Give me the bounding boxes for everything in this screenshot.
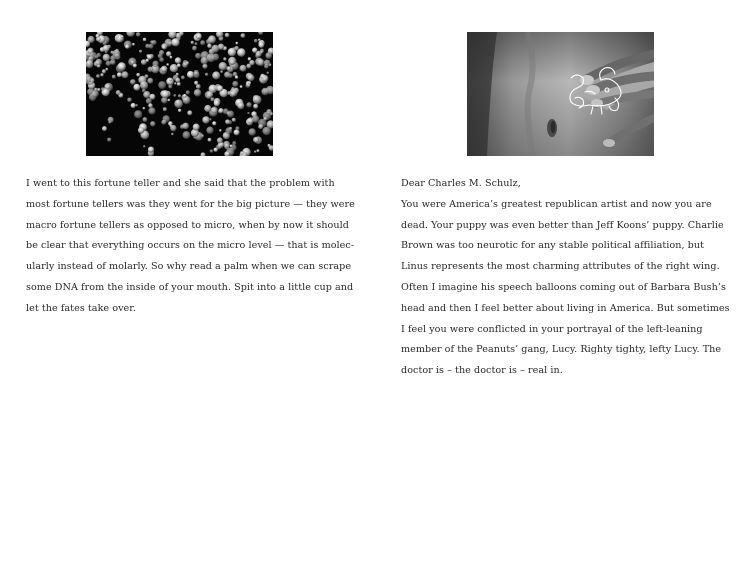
letter-line: Linus represents the most charming attributes of the right wing. [401,261,720,273]
letter-line: Brown was too neurotic for any stable political affiliation, but [401,240,705,252]
fortune-teller-line: macro fortune tellers as opposed to micro, when by now it should [26,219,349,231]
fortune-teller-line: ularly instead of molarly. So why read a palm when we can scrape [26,261,352,273]
fortune-teller-line: let the fates take over. [26,302,136,314]
letter-line: dead. Your puppy was even better than Jeff Koons’ puppy. Charlie [401,219,724,231]
torso-hand-drawing-photo [467,32,654,156]
fortune-teller-line: be clear that everything occurs on the micro level — that is molec- [26,240,355,252]
letter-to-schulz-paragraph [401,174,731,382]
dots-pattern [86,32,273,156]
letter-line: Dear Charles M. Schulz, [401,178,521,189]
letter-line: doctor is – the doctor is – real in. [401,365,563,377]
fortune-teller-line: I went to this fortune teller and she said that the problem with [26,178,335,189]
dots-abstract-photo [86,32,273,156]
letter-line: Often I imagine his speech balloons coming out of Barbara Bush’s [401,281,726,293]
fortune-teller-paragraph [26,174,356,320]
letter-line: member of the Peanuts’ gang, Lucy. Righty tighty, lefty Lucy. The [401,344,722,356]
torso-scene [467,32,654,156]
letter-line: head and then I feel better about living in America. But sometimes [401,302,730,314]
letter-line: You were America’s greatest republican artist and now you are [401,198,712,210]
fortune-teller-line: some DNA from the inside of your mouth. Spit into a little cup and [26,281,354,293]
fortune-teller-line: most fortune tellers was they went for the big picture — they were [26,198,355,210]
letter-line: I feel you were conflicted in your portrayal of the left-leaning [401,323,703,335]
